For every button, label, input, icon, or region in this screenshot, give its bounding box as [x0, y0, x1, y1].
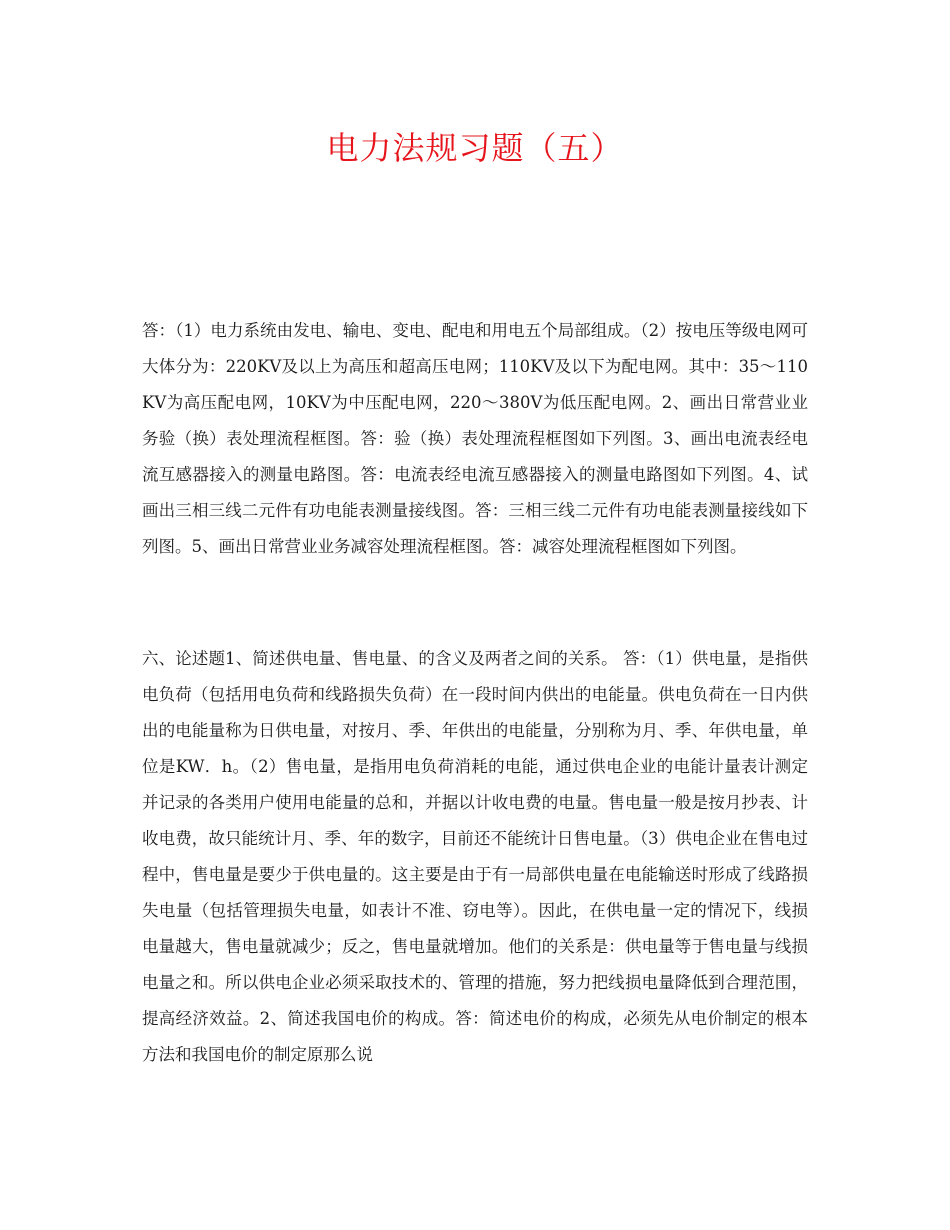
paragraph-essay-section-6: 六、论述题1、简述供电量、售电量、的含义及两者之间的关系。 答：（1）供电量，是指供电负荷（包括用电负荷和线路损失负荷）在一段时间内供出的电能量。供电负荷在一日内供出的电能量称为日供电量，对按月、季、年供出的电能量，分别称为月、季、年供电量，单位是KW．h。（2）售电量，是指用电负荷消耗的电能，通过供电企业的电能计量表计测定并记录的各类用户使用电能量的总和，并据以计收电费的电量。售电量一般是按月抄表、计收电费，故只能统计月、季、年的数字，目前还不能统计日售电量。（3）供电企业在售电过程中，售电量是要少于供电量的。这主要是由于有一局部供电量在电能输送时形成了线路损失电量（包括管理损失电量，如表计不准、窃电等）。因此，在供电量一定的情况下，线损电量越大，售电量就减少；反之，售电量就增加。他们的关系是：供电量等于售电量与线损电量之和。所以供电企业必须采取技术的、管理的措施，努力把线损电量降低到合理范围，提高经济效益。2、简述我国电价的构成。答：简述电价的构成，必须先从电价制定的根本方法和我国电价的制定原那么说 — [142, 649, 808, 1064]
paragraph-answer-section-5: 答：（1）电力系统由发电、输电、变电、配电和用电五个局部组成。（2）按电压等级电网可大体分为：220KV及以上为高压和超高压电网；110KV及以下为配电网。其中：35～110KV为高压配电网，10KV为中压配电网，220～380V为低压配电网。2、画出日常营业业务验（换）表处理流程框图。答：验（换）表处理流程框图如下列图。3、画出电流表经电流互感器接入的测量电路图。答：电流表经电流互感器接入的测量电路图如下列图。4、试画出三相三线二元件有功电能表测量接线图。答：三相三线二元件有功电能表测量接线如下列图。5、画出日常营业业务减容处理流程框图。答：减容处理流程框图如下列图。 — [142, 321, 808, 556]
document-title: 电力法规习题（五） — [326, 129, 624, 167]
